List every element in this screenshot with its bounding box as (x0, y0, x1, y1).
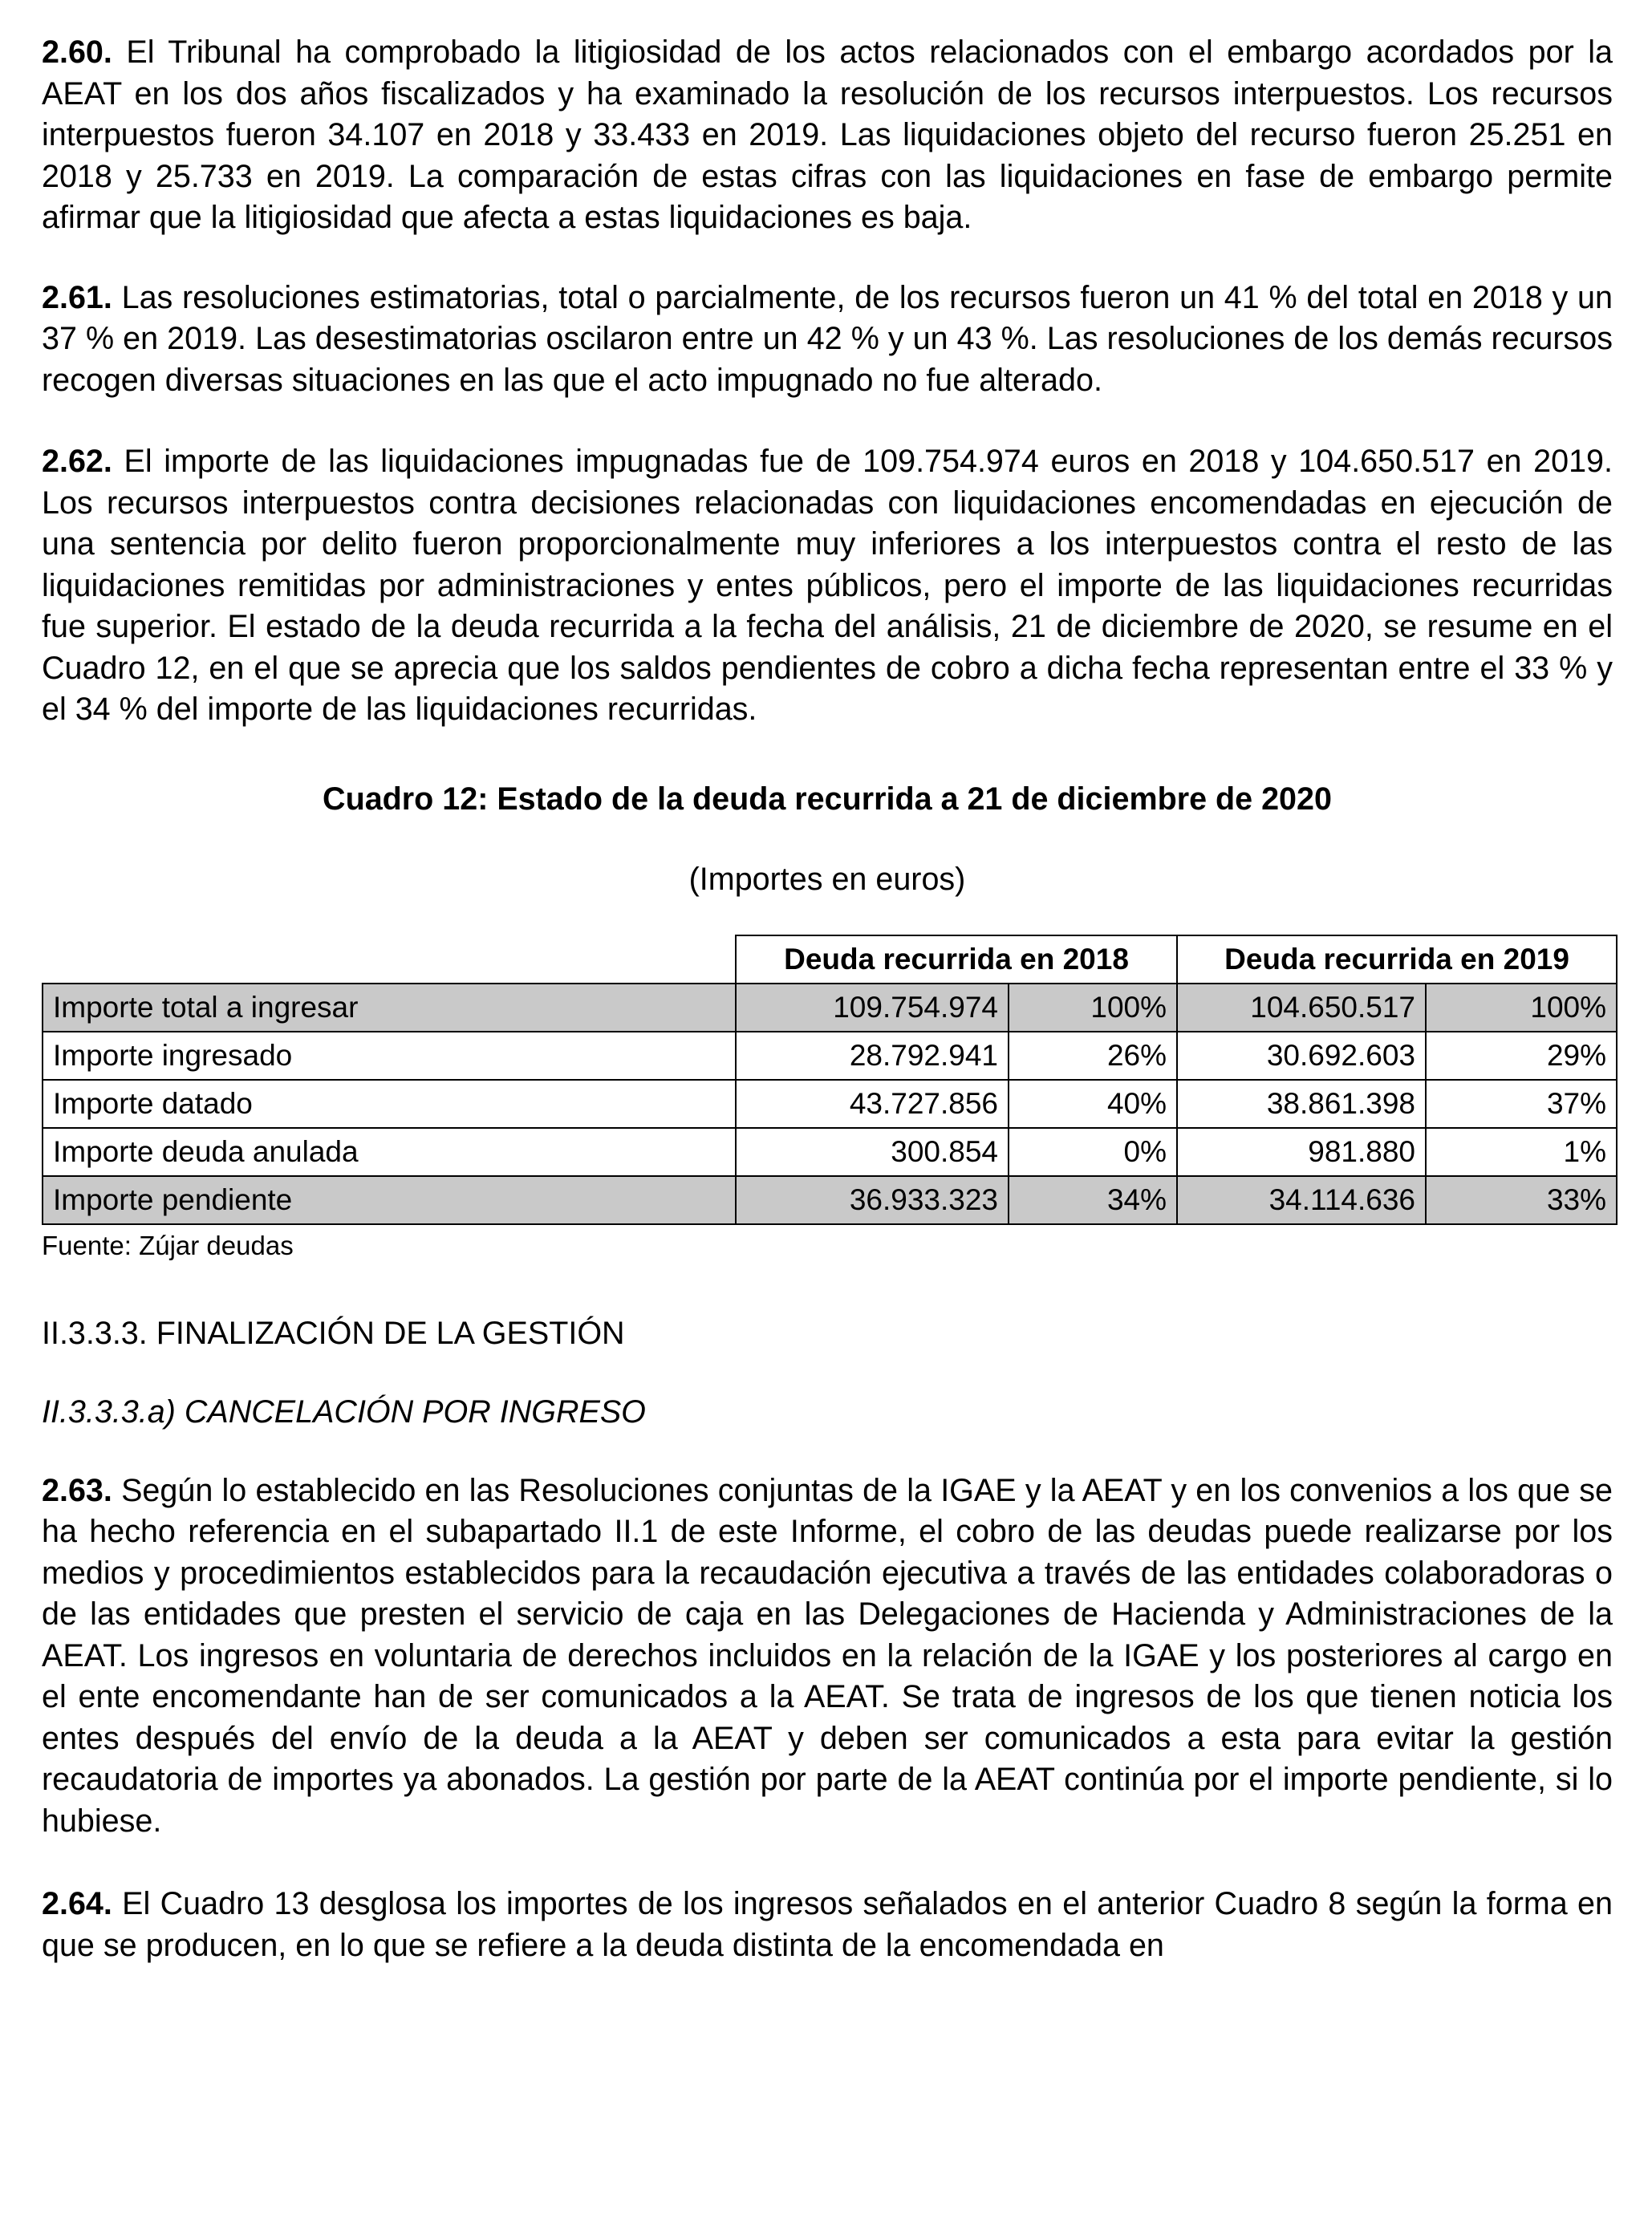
table-header-row (43, 935, 1617, 984)
value-2019: 30.692.603 (1177, 1032, 1426, 1080)
table-subtitle: (Importes en euros) (688, 861, 966, 897)
paragraph-number: 2.61. (42, 279, 112, 315)
percent-2019: 29% (1426, 1032, 1617, 1080)
percent-2018: 34% (1009, 1176, 1177, 1224)
paragraph-text: Según lo establecido en las Resoluciones conjuntas de la IGAE y la AEAT y en los convenios a los que se ha hecho referencia en el subapartado II.1 de este Informe, el cobro de las deudas puede realizarse por los medios y procedimientos establecidos para la recaudación ejecutiva a través de las entidades colaboradoras o de las entidades que presten el servicio de caja en las Delegaciones de Hacienda y Administraciones de la AEAT. Los ingresos en voluntaria de derechos incluidos en la relación de la IGAE y los posteriores al cargo en el ente encomendante han de ser comunicados a la AEAT. Se trata de ingresos de los que tienen noticia los entes después del envío de la deuda a la AEAT y deben ser comunicados a esta para evitar la gestión recaudatoria de importes ya abonados. La gestión por parte de la AEAT continúa por el importe pendiente, si lo hubiese. (42, 1472, 1613, 1839)
value-2019: 38.861.398 (1177, 1080, 1426, 1128)
table-row-datado (43, 1080, 1617, 1128)
paragraph-number: 2.63. (42, 1472, 112, 1508)
row-label: Importe pendiente (43, 1176, 736, 1224)
value-2018: 300.854 (736, 1128, 1009, 1176)
percent-2018: 0% (1009, 1128, 1177, 1176)
table-title: Cuadro 12: Estado de la deuda recurrida a 21 de diciembre de 2020 (323, 781, 1332, 817)
percent-2019: 100% (1426, 984, 1617, 1032)
percent-2018: 100% (1009, 984, 1177, 1032)
percent-2019: 1% (1426, 1128, 1617, 1176)
table-row-pendiente (43, 1176, 1617, 1224)
paragraph-2-63 (42, 1470, 1613, 1843)
table-row-total (43, 984, 1617, 1032)
paragraph-text: El importe de las liquidaciones impugnadas fue de 109.754.974 euros en 2018 y 104.650.517 en 2019. Los recursos interpuestos contra decisiones relacionadas con liquidaciones encomendadas en ejecución de una sentencia por delito fueron proporcionalmente muy inferiores a los interpuestos contra el resto de las liquidaciones remitidas por administraciones y entes públicos, pero el importe de las liquidaciones recurridas fue superior. El estado de la deuda recurrida a la fecha del análisis, 21 de diciembre de 2020, se resume en el Cuadro 12, en el que se aprecia que los saldos pendientes de cobro a dicha fecha representan entre el 33 % y el 34 % del importe de las liquidaciones recurridas. (42, 444, 1613, 727)
paragraph-2-64 (42, 1884, 1613, 1966)
percent-2019: 33% (1426, 1176, 1617, 1224)
value-2018: 36.933.323 (736, 1176, 1009, 1224)
row-label: Importe deuda anulada (43, 1128, 736, 1176)
debt-table (42, 935, 1617, 1225)
percent-2018: 26% (1009, 1032, 1177, 1080)
paragraph-text: El Cuadro 13 desglosa los importes de los ingresos señalados en el anterior Cuadro 8 según la forma en que se producen, en lo que se refiere a la deuda distinta de la encomendada en (42, 1886, 1613, 1963)
value-2019: 34.114.636 (1177, 1176, 1426, 1224)
header-blank-cell (43, 935, 736, 984)
value-2019: 104.650.517 (1177, 984, 1426, 1032)
row-label: Importe datado (43, 1080, 736, 1128)
paragraph-2-62 (42, 441, 1613, 731)
header-2019: Deuda recurrida en 2019 (1177, 935, 1617, 984)
row-label: Importe total a ingresar (43, 984, 736, 1032)
value-2018: 28.792.941 (736, 1032, 1009, 1080)
table-row-anulada (43, 1128, 1617, 1176)
percent-2019: 37% (1426, 1080, 1617, 1128)
value-2018: 109.754.974 (736, 984, 1009, 1032)
paragraph-text: El Tribunal ha comprobado la litigiosidad de los actos relacionados con el embargo acordados por la AEAT en los dos años fiscalizados y ha examinado la resolución de los recursos interpuestos. Los recursos interpuestos fueron 34.107 en 2018 y 33.433 en 2019. Las liquidaciones objeto del recurso fueron 25.251 en 2018 y 25.733 en 2019. La comparación de estas cifras con las liquidaciones en fase de embargo permite afirmar que la litigiosidad que afecta a estas liquidaciones es baja. (42, 34, 1613, 235)
percent-2018: 40% (1009, 1080, 1177, 1128)
paragraph-2-61 (42, 278, 1613, 402)
subsection-heading: II.3.3.3.a) CANCELACIÓN POR INGRESO (42, 1393, 646, 1430)
paragraph-number: 2.60. (42, 34, 112, 70)
row-label: Importe ingresado (43, 1032, 736, 1080)
paragraph-text: Las resoluciones estimatorias, total o parcialmente, de los recursos fueron un 41 % del total en 2018 y un 37 % en 2019. Las desestimatorias oscilaron entre un 42 % y un 43 %. Las resoluciones de los demás recursos recogen diversas situaciones en las que el acto impugnado no fue alterado. (42, 279, 1613, 398)
paragraph-2-60 (42, 32, 1613, 239)
value-2018: 43.727.856 (736, 1080, 1009, 1128)
table-row-ingresado (43, 1032, 1617, 1080)
header-2018: Deuda recurrida en 2018 (736, 935, 1177, 984)
document-page (42, 32, 1613, 1966)
table-source: Fuente: Zújar deudas (42, 1230, 294, 1260)
value-2019: 981.880 (1177, 1128, 1426, 1176)
paragraph-number: 2.64. (42, 1886, 112, 1921)
section-heading: II.3.3.3. FINALIZACIÓN DE LA GESTIÓN (42, 1315, 625, 1351)
paragraph-number: 2.62. (42, 444, 112, 479)
